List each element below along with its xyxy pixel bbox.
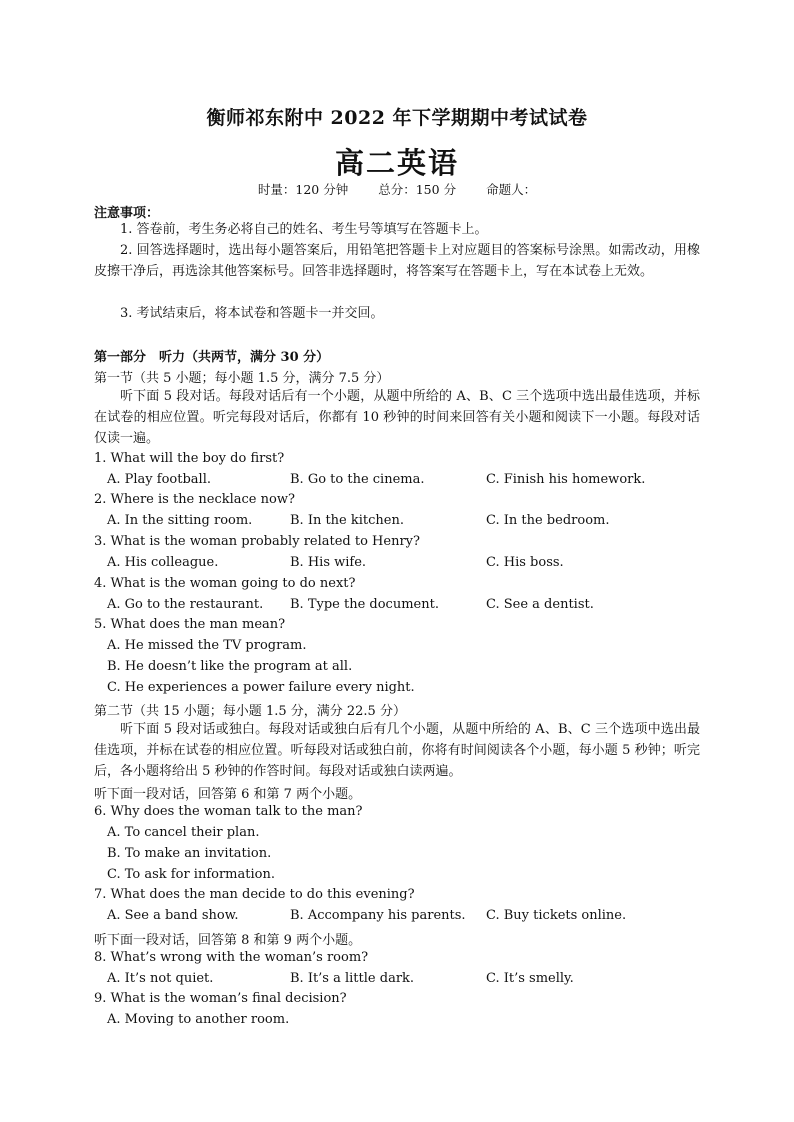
- note-item-1: 1. 答卷前，考生务必将自己的姓名、考生号等填写在答题卡上。: [120, 222, 488, 237]
- q1-option-b: B. Go to the cinema.: [290, 472, 425, 487]
- question-5: 5. What does the man mean?: [94, 617, 286, 632]
- question-6: 6. Why does the woman talk to the man?: [94, 804, 363, 819]
- question-4: 4. What is the woman going to do next?: [94, 576, 356, 591]
- part1-heading: 第一部分 听力（共两节，满分 30 分）: [94, 350, 330, 365]
- question-2: 2. Where is the necklace now?: [94, 492, 295, 507]
- q1-option-c: C. Finish his homework.: [486, 472, 646, 487]
- duration-label: 时量：120 分钟: [257, 182, 349, 197]
- q7-option-c: C. Buy tickets online.: [486, 908, 627, 923]
- q7-option-b: B. Accompany his parents.: [290, 908, 466, 923]
- question-7: 7. What does the man decide to do this evening?: [94, 887, 415, 902]
- total-score-label: 总分：150 分: [378, 182, 457, 197]
- q3-option-b: B. His wife.: [290, 555, 367, 570]
- q4-option-c: C. See a dentist.: [486, 597, 594, 612]
- q8-option-b: B. It’s a little dark.: [290, 971, 415, 986]
- q9-option-a: A. Moving to another room.: [107, 1012, 290, 1027]
- question-3: 3. What is the woman probably related to Henry?: [94, 534, 420, 549]
- dialogue-6-7-label: 听下面一段对话，回答第 6 和第 7 两个小题。: [94, 787, 362, 802]
- subject-title: 高二英语: [334, 146, 459, 180]
- q3-option-c: C. His boss.: [486, 555, 564, 570]
- author-label: 命题人：: [486, 182, 537, 197]
- q8-option-a: A. It’s not quiet.: [107, 971, 214, 986]
- notes-heading: 注意事项：: [94, 206, 160, 221]
- q2-option-b: B. In the kitchen.: [290, 513, 404, 528]
- note-item-3: 3. 考试结束后，将本试卷和答题卡一并交回。: [120, 306, 384, 321]
- q5-option-a: A. He missed the TV program.: [107, 638, 307, 653]
- q6-option-a: A. To cancel their plan.: [107, 825, 260, 840]
- q4-option-a: A. Go to the restaurant.: [107, 597, 264, 612]
- school-title: 衡师祁东附中 2022 年下学期期中考试试卷: [206, 107, 588, 129]
- section1-heading: 第一节（共 5 小题；每小题 1.5 分，满分 7.5 分）: [94, 371, 390, 386]
- question-8: 8. What’s wrong with the woman’s room?: [94, 950, 369, 965]
- dialogue-8-9-label: 听下面一段对话，回答第 8 和第 9 两个小题。: [94, 933, 362, 948]
- section1-instruction: 听下面 5 段对话。每段对话后有一个小题，从题中所给的 A、B、C 三个选项中选出最佳选项，并标在试卷的相应位置。听完每段对话后，你都有 10 秒钟的时间来回答有关小题和阅读下一小题。每段对话仅读一遍。: [94, 389, 700, 446]
- q3-option-a: A. His colleague.: [107, 555, 219, 570]
- q2-option-a: A. In the sitting room.: [107, 513, 253, 528]
- q7-option-a: A. See a band show.: [107, 908, 239, 923]
- section2-heading: 第二节（共 15 小题；每小题 1.5 分，满分 22.5 分）: [94, 704, 406, 719]
- q2-option-c: C. In the bedroom.: [486, 513, 610, 528]
- note-item-2: 2. 回答选择题时，选出每小题答案后，用铅笔把答题卡上对应题目的答案标号涂黑。如需改动，用橡皮擦干净后，再选涂其他答案标号。回答非选择题时，将答案写在答题卡上，写在本试卷上无效。: [94, 243, 700, 279]
- q5-option-b: B. He doesn’t like the program at all.: [107, 659, 353, 674]
- q5-option-c: C. He experiences a power failure every night.: [107, 680, 415, 695]
- q1-option-a: A. Play football.: [107, 472, 211, 487]
- question-1: 1. What will the boy do first?: [94, 451, 285, 466]
- q6-option-c: C. To ask for information.: [107, 867, 275, 882]
- q8-option-c: C. It’s smelly.: [486, 971, 574, 986]
- q4-option-b: B. Type the document.: [290, 597, 439, 612]
- question-9: 9. What is the woman’s final decision?: [94, 991, 347, 1006]
- exam-meta: [0, 180, 794, 198]
- q6-option-b: B. To make an invitation.: [107, 846, 272, 861]
- section2-instruction: 听下面 5 段对话或独白。每段对话或独白后有几个小题，从题中所给的 A、B、C 三个选项中选出最佳选项，并标在试卷的相应位置。听每段对话或独白前，你将有时间阅读各个小题，每小题 5 秒钟；听完后，各小题将给出 5 秒钟的作答时间。每段对话或独白读两遍。: [94, 722, 700, 779]
